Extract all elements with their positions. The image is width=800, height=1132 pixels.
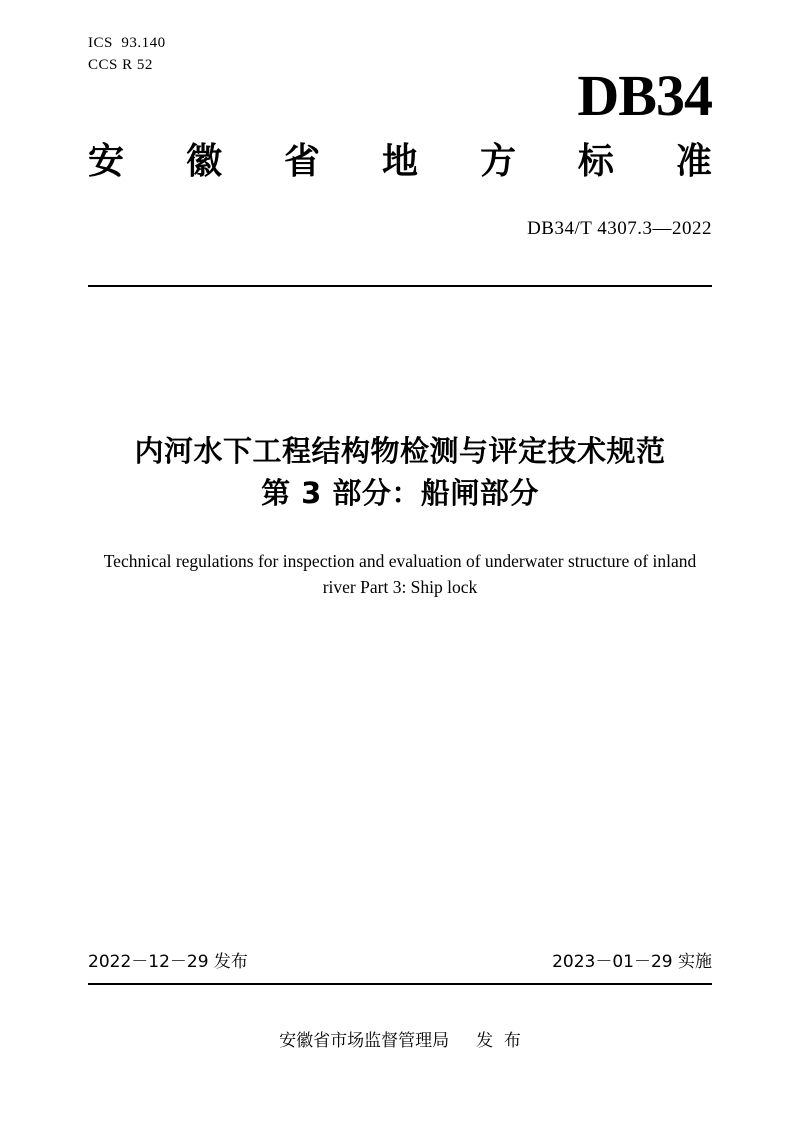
document-subtitle-line2: river Part 3: Ship lock	[322, 577, 478, 597]
document-subtitle	[90, 548, 710, 600]
publisher: 安徽省市场监督管理局 发 布	[279, 1031, 521, 1051]
effective-date: 2023－01－29 实施	[552, 952, 712, 972]
document-title-line1: 内河水下工程结构物检测与评定技术规范	[134, 434, 666, 468]
issue-date: 2022－12－29 发布	[88, 952, 248, 972]
ics-code: ICS 93.140	[88, 35, 166, 51]
title-char-6: 准	[675, 141, 712, 182]
title-char-3: 地	[381, 141, 418, 182]
document-title	[60, 430, 740, 514]
standard-number: DB34/T 4307.3—2022	[527, 218, 712, 239]
db34-logo: DB34	[577, 63, 712, 128]
title-char-0: 安	[88, 141, 125, 182]
classification-codes	[88, 32, 166, 76]
title-char-2: 省	[283, 141, 320, 182]
document-title-line2: 第 3 部分：船闸部分	[261, 476, 539, 510]
date-row	[88, 950, 712, 974]
title-char-5: 标	[577, 141, 614, 182]
standard-series-title	[88, 140, 712, 184]
title-char-4: 方	[479, 141, 516, 182]
title-char-1: 徽	[185, 141, 222, 182]
ccs-code: CCS R 52	[88, 57, 153, 73]
header-divider	[88, 285, 712, 287]
document-subtitle-line1: Technical regulations for inspection and evaluation of underwater structure of inland	[103, 551, 697, 571]
footer-divider	[88, 983, 712, 985]
